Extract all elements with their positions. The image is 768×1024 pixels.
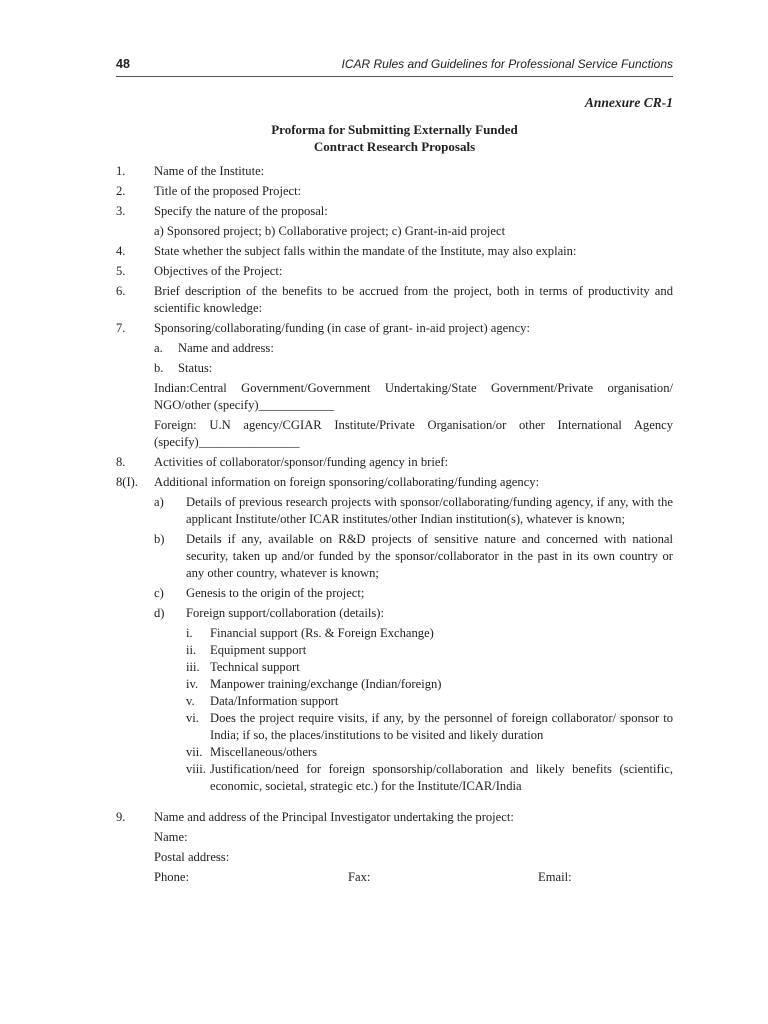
sub-text: Name and address: — [178, 341, 274, 355]
roman-item-vi — [186, 710, 673, 744]
item-text: Title of the proposed Project: — [154, 184, 302, 198]
pi-fax-label: Fax: — [348, 870, 371, 884]
item-text: State whether the subject falls within the mandate of the Institute, may also explain: — [154, 244, 577, 258]
item-8i-d — [154, 605, 673, 622]
roman-label: vi. — [186, 711, 199, 725]
item-number: 3. — [116, 204, 126, 218]
item-number: 4. — [116, 244, 126, 258]
item-text: Name of the Institute: — [154, 164, 265, 178]
roman-label: i. — [186, 626, 193, 640]
item-7a — [154, 340, 673, 357]
roman-text: Technical support — [210, 660, 300, 674]
item-1 — [116, 163, 673, 180]
roman-item-vii — [186, 744, 673, 761]
roman-item-iii — [186, 659, 673, 676]
item-text: Specify the nature of the proposal: — [154, 204, 328, 218]
roman-label: iv. — [186, 677, 199, 691]
roman-label: iii. — [186, 660, 200, 674]
item-number: 2. — [116, 184, 126, 198]
sub-label: b. — [154, 361, 164, 375]
item-number: 8(I). — [116, 475, 139, 489]
item-number: 8. — [116, 455, 126, 469]
item-4 — [116, 243, 673, 260]
proforma-body — [116, 163, 673, 886]
roman-item-v — [186, 693, 673, 710]
item-text: Sponsoring/collaborating/funding (in case of grant- in-aid project) agency: — [154, 321, 530, 335]
sub-label: a) — [154, 495, 164, 509]
pi-postal-label: Postal address: — [154, 850, 230, 864]
item-7b — [154, 360, 673, 377]
pi-contact-row — [116, 869, 673, 886]
roman-label: ii. — [186, 643, 197, 657]
status-indian: Indian:Central Government/Government Undertaking/State Government/Private organisation/ NGO/other (specify)____________ — [154, 381, 673, 412]
sub-text: Details of previous research projects with sponsor/collaborating/funding agency, if any, with the applicant Institute/other ICAR institutes/other Indian institution(s), whatever is known; — [186, 495, 673, 526]
item-2 — [116, 183, 673, 200]
item-number: 6. — [116, 284, 126, 298]
item-text: Objectives of the Project: — [154, 264, 283, 278]
item-text: Additional information on foreign sponsoring/collaborating/funding agency: — [154, 475, 540, 489]
item-text: Brief description of the benefits to be accrued from the project, both in terms of productivity and scientific knowledge: — [154, 284, 673, 315]
item-3 — [116, 203, 673, 220]
sub-text: Status: — [178, 361, 213, 375]
roman-label: vii. — [186, 745, 203, 759]
item-3-options: a) Sponsored project; b) Collaborative project; c) Grant-in-aid project — [154, 224, 506, 238]
roman-text: Justification/need for foreign sponsorship/collaboration and likely benefits (scientific, economic, societal, strategic etc.) for the Institute/ICAR/India — [210, 762, 673, 793]
roman-label: v. — [186, 694, 195, 708]
page-number: 48 — [116, 57, 130, 71]
item-8i — [116, 474, 673, 491]
document-title — [116, 121, 673, 155]
item-9 — [116, 809, 673, 826]
header-rule — [116, 76, 673, 77]
sub-text: Genesis to the origin of the project; — [186, 586, 365, 600]
annexure-label: Annexure CR-1 — [584, 95, 673, 110]
roman-item-ii — [186, 642, 673, 659]
status-foreign: Foreign: U.N agency/CGIAR Institute/Private Organisation/or other International Agency (specify)________________ — [154, 418, 673, 449]
roman-text: Data/Information support — [210, 694, 339, 708]
roman-text: Miscellaneous/others — [210, 745, 318, 759]
roman-item-viii — [186, 761, 673, 795]
sub-label: d) — [154, 606, 165, 620]
sub-label: c) — [154, 586, 164, 600]
item-number: 7. — [116, 321, 126, 335]
running-title: ICAR Rules and Guidelines for Professional Service Functions — [341, 57, 673, 71]
item-8i-b — [154, 531, 673, 582]
roman-text: Equipment support — [210, 643, 307, 657]
item-6 — [116, 283, 673, 317]
item-7 — [116, 320, 673, 337]
item-8i-c — [154, 585, 673, 602]
sub-text: Details if any, available on R&D projects of sensitive nature and concerned with national security, taken up and/or funded by the sponsor/collaborator in the past in its own country or any other country, whatever is known; — [186, 532, 673, 580]
pi-name-label: Name: — [154, 830, 188, 844]
roman-label: viii. — [186, 762, 206, 776]
roman-text: Does the project require visits, if any, by the personnel of foreign collaborator/ sponsor to India; if so, the places/institutions to be visited and likely duration — [210, 711, 673, 742]
title-line-2: Contract Research Proposals — [313, 139, 476, 154]
sub-label: a. — [154, 341, 163, 355]
roman-text: Financial support (Rs. & Foreign Exchange) — [210, 626, 434, 640]
item-5 — [116, 263, 673, 280]
item-8i-a — [154, 494, 673, 528]
item-text: Name and address of the Principal Investigator undertaking the project: — [154, 810, 514, 824]
roman-item-i — [186, 625, 673, 642]
roman-item-iv — [186, 676, 673, 693]
sub-label: b) — [154, 532, 165, 546]
item-number: 9. — [116, 810, 126, 824]
sub-text: Foreign support/collaboration (details): — [186, 606, 384, 620]
pi-email-label: Email: — [538, 870, 572, 884]
item-number: 5. — [116, 264, 126, 278]
item-text: Activities of collaborator/sponsor/funding agency in brief: — [154, 455, 449, 469]
roman-text: Manpower training/exchange (Indian/foreign) — [210, 677, 442, 691]
title-line-1: Proforma for Submitting Externally Funded — [271, 122, 518, 137]
pi-phone-label: Phone: — [154, 870, 189, 884]
item-number: 1. — [116, 164, 126, 178]
item-8 — [116, 454, 673, 471]
